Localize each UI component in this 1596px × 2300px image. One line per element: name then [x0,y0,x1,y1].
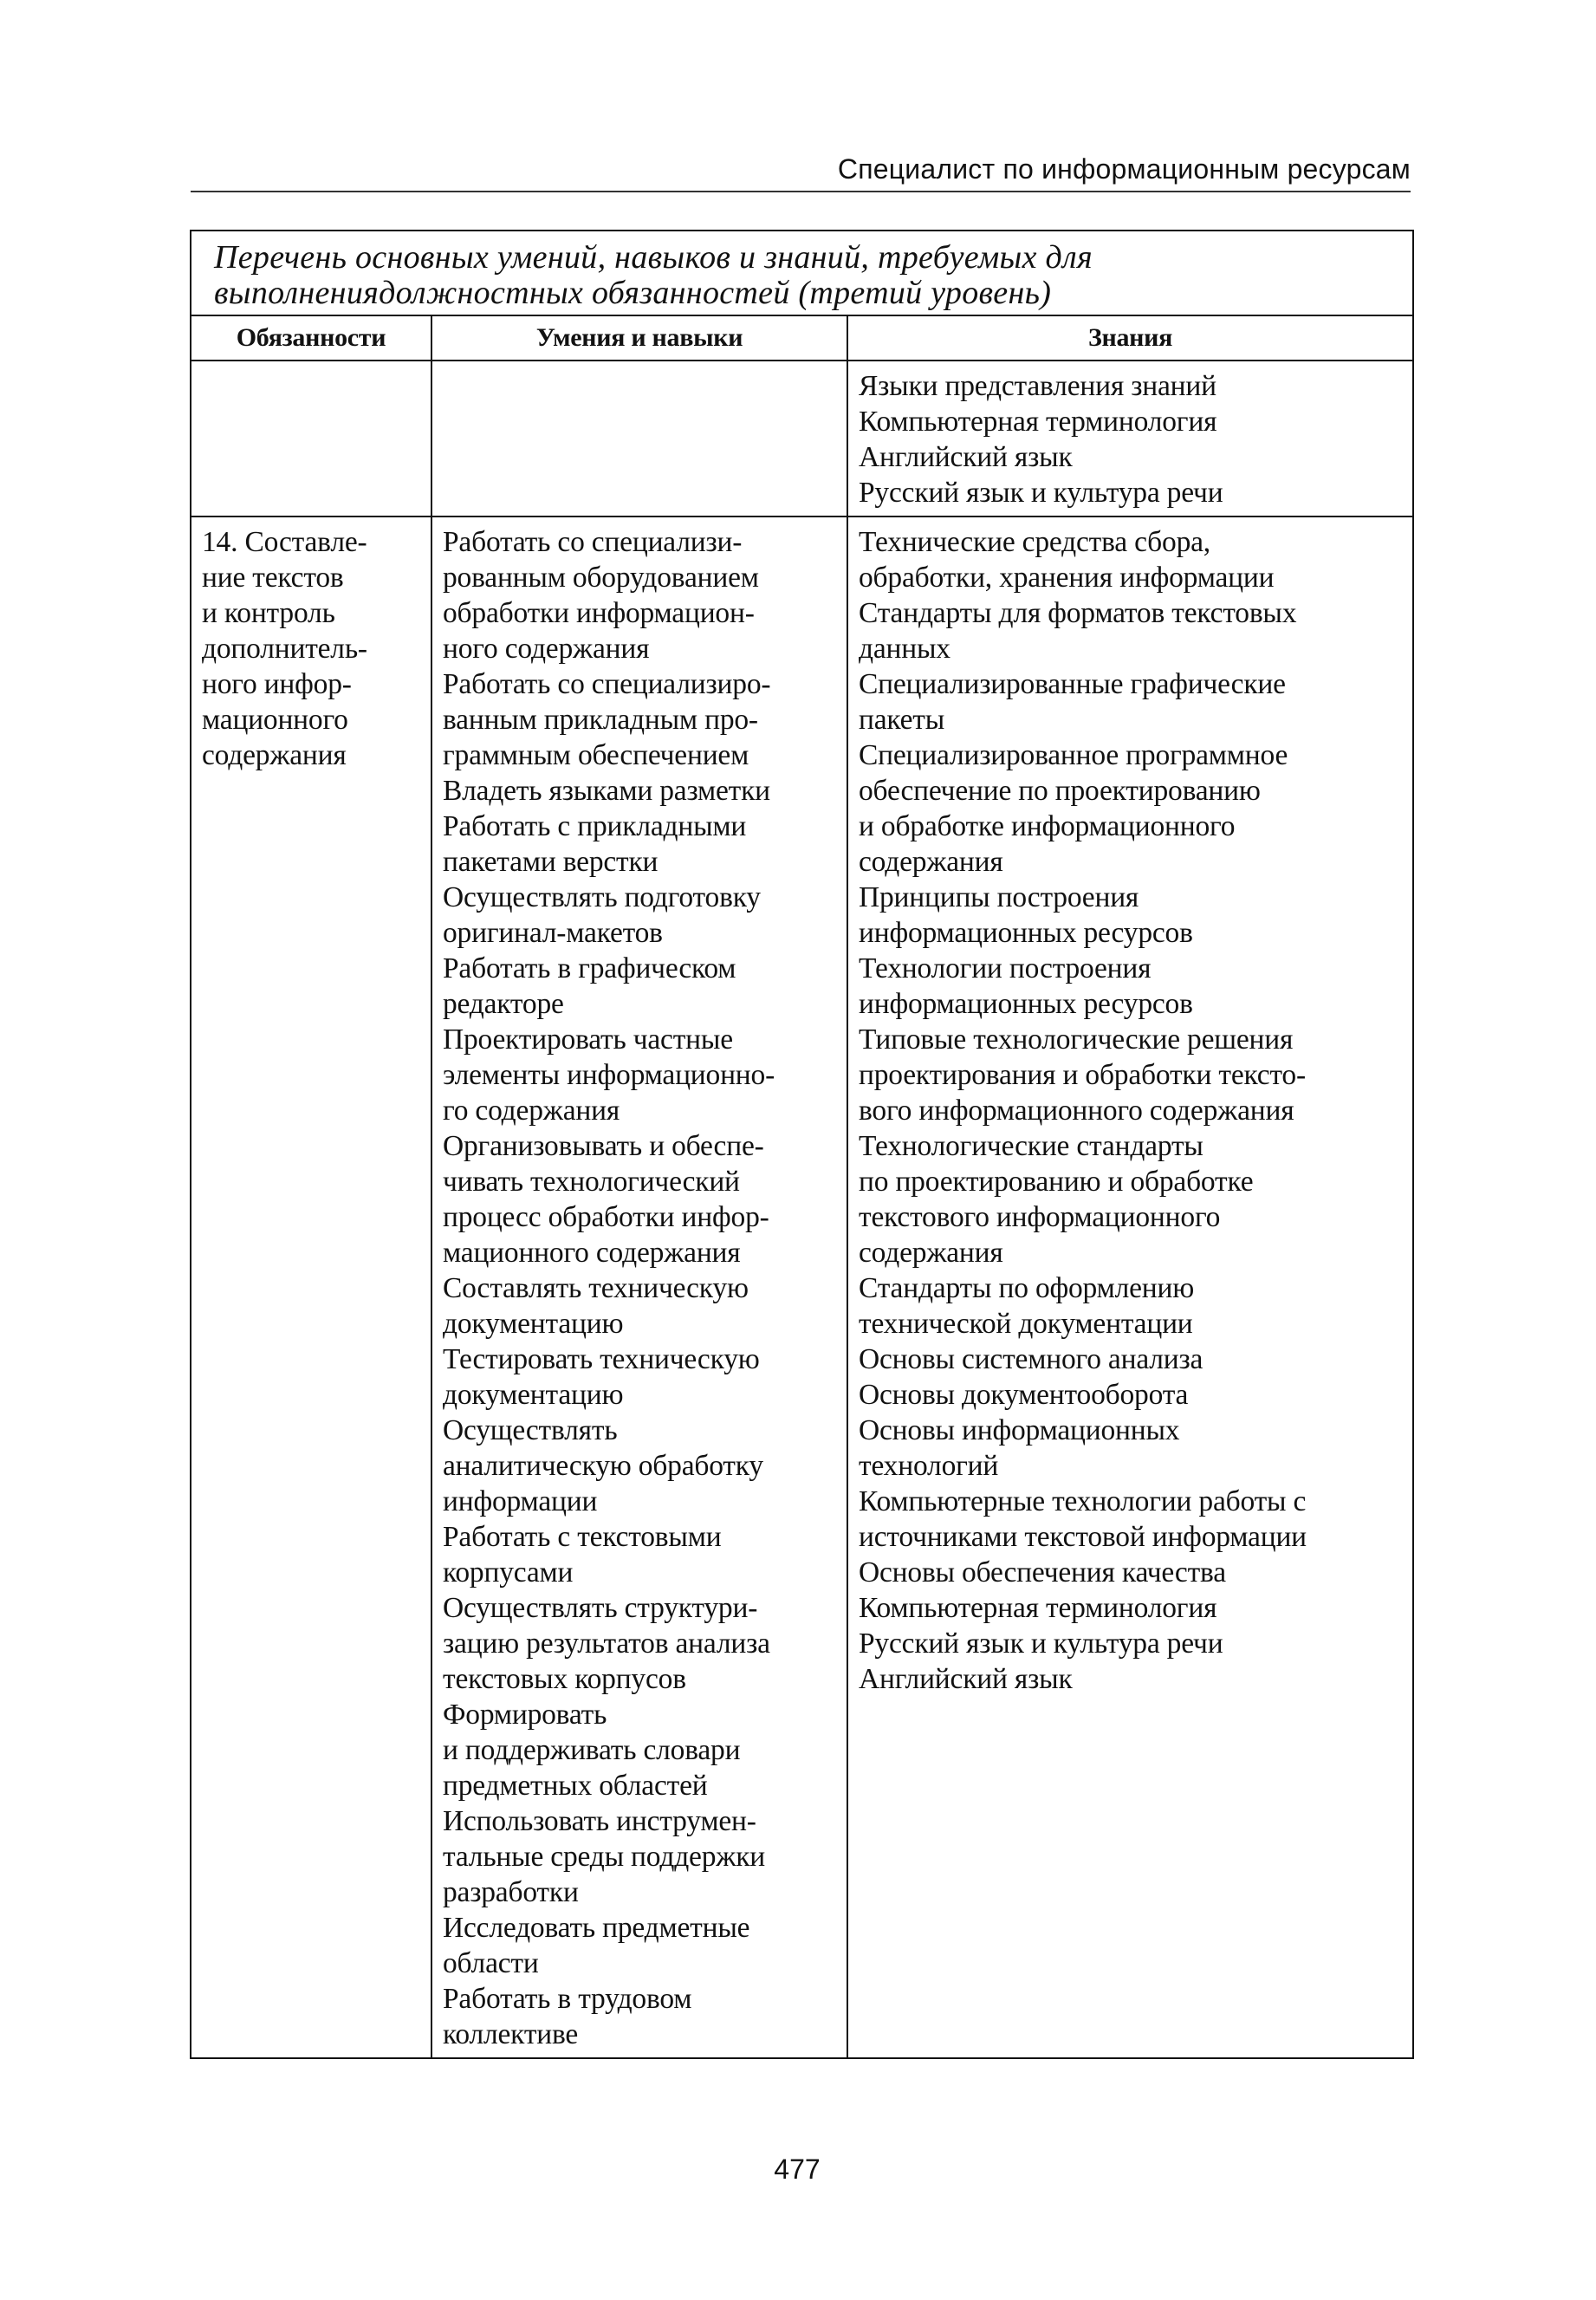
text-line: Составлять техническую [443,1272,749,1304]
text-line: процесс обработки инфор- [443,1201,769,1233]
text-line: Использовать инструмен- [443,1805,756,1837]
text-line: по проектированию и обработке [859,1166,1254,1198]
text-line: Технические средства сбора, [859,526,1210,558]
text-line: Организовывать и обеспе- [443,1130,764,1162]
text-line: документацию [443,1308,624,1340]
text-line: редакторе [443,988,564,1020]
text-line: должностных обязанностей (третий уровень) [379,275,1052,311]
text-line: Проектировать частные [443,1023,733,1056]
text-line: Специализированные графические [859,668,1286,700]
text-line: Компьютерная терминология [859,406,1217,438]
text-line: Работать с прикладными [443,810,747,842]
text-line: Осуществлять подготовку [443,881,761,913]
text-line: вого информационного содержания [859,1095,1294,1127]
knowledge-cell [847,517,1413,2058]
skills-cell [431,361,847,517]
column-header-knowledge: Знания [847,315,1413,361]
text-line: корпусами [443,1556,574,1589]
text-line: обработки информацион- [443,597,755,629]
text-line: чивать технологический [443,1166,740,1198]
text-line: дополнитель- [202,633,367,665]
text-line: области [443,1947,539,1979]
text-line: Работать с текстовыми [443,1521,722,1553]
text-line: содержания [859,1237,1003,1269]
text-line: 14. Составле- [202,526,367,558]
text-line: Принципы построения [859,881,1139,913]
text-line: тальные среды поддержки [443,1841,766,1873]
text-line: ного содержания [443,633,650,665]
text-line: Тестировать техническую [443,1343,760,1375]
text-line: Осуществлять [443,1414,618,1446]
table-header-row [191,315,1413,361]
text-line: Английский язык [859,1663,1073,1695]
text-line: технологий [859,1450,999,1482]
text-line: информационных ресурсов [859,988,1193,1020]
text-line: элементы информационно- [443,1059,775,1091]
text-line: мационного [202,704,348,736]
text-line: Работать в графическом [443,952,736,984]
text-line: Основы системного анализа [859,1343,1203,1375]
text-line: рованным оборудованием [443,562,759,594]
text-line: Перечень основных умений, навыков и знаний, требуемых для выполнения [214,239,1093,311]
text-line: мационного содержания [443,1237,741,1269]
text-line: Английский язык [859,441,1073,473]
text-line: Владеть языками разметки [443,775,770,807]
text-line: Стандарты для форматов текстовых [859,597,1297,629]
competency-table [190,230,1414,2059]
text-line: пакетами верстки [443,846,659,878]
page-number: 477 [774,2154,821,2185]
text-line: го содержания [443,1095,620,1127]
text-line: аналитическую обработку [443,1450,763,1482]
text-line: Типовые технологические решения [859,1023,1294,1056]
text-line: оригинал-макетов [443,917,663,949]
text-line: проектирования и обработки тексто- [859,1059,1306,1091]
text-line: информационных ресурсов [859,917,1193,949]
text-line: обработки, хранения информации [859,562,1275,594]
knowledge-cell [847,361,1413,517]
duties-cell [191,361,431,517]
skills-cell [431,517,847,2058]
text-line: пакеты [859,704,945,736]
text-line: Компьютерные технологии работы с [859,1485,1307,1517]
text-line: предметных областей [443,1770,708,1802]
text-line: содержания [202,739,347,771]
text-line: Исследовать предметные [443,1912,750,1944]
text-line: источниками текстовой информации [859,1521,1307,1553]
text-line: Технологические стандарты [859,1130,1203,1162]
text-line: и контроль [202,597,335,629]
table-caption [191,231,1413,315]
text-line: ние текстов [202,562,344,594]
text-line: разработки [443,1876,579,1908]
table-caption-row [191,231,1413,315]
text-line: текстовых корпусов [443,1663,686,1695]
text-line: документацию [443,1379,624,1411]
text-line: Основы документооборота [859,1379,1189,1411]
table-row [191,517,1413,2058]
caption-lines [214,240,1398,311]
text-line: Русский язык и культура речи [859,1628,1223,1660]
text-line: ванным прикладным про- [443,704,758,736]
text-line: Осуществлять структури- [443,1592,758,1624]
header-rule [191,191,1411,192]
text-line: зацию результатов анализа [443,1628,770,1660]
text-line: информации [443,1485,598,1517]
column-header-duties: Обязанности [191,315,431,361]
text-line: текстового информационного [859,1201,1221,1233]
column-header-skills: Умения и навыки [431,315,847,361]
text-line: обеспечение по проектированию [859,775,1261,807]
text-line: Формировать [443,1699,607,1731]
text-line: ного инфор- [202,668,352,700]
text-line: Стандарты по оформлению [859,1272,1195,1304]
text-line: содержания [859,846,1003,878]
text-line: и поддерживать словари [443,1734,741,1766]
text-line: Компьютерная терминология [859,1592,1217,1624]
text-line: Основы информационных [859,1414,1180,1446]
text-line: Работать со специализи- [443,526,743,558]
text-line: и обработке информационного [859,810,1236,842]
table-row [191,361,1413,517]
text-line: Русский язык и культура речи [859,477,1223,509]
duties-cell [191,517,431,2058]
text-line: коллективе [443,2018,579,2050]
text-line: граммным обеспечением [443,739,749,771]
running-head: Специалист по информационным ресурсам [837,153,1411,185]
text-line: Основы обеспечения качества [859,1556,1226,1589]
text-line: Специализированное программное [859,739,1288,771]
text-line: Технологии построения [859,952,1152,984]
text-line: данных [859,633,950,665]
text-line: Языки представления знаний [859,370,1216,402]
text-line: Работать со специализиро- [443,668,771,700]
text-line: технической документации [859,1308,1193,1340]
text-line: Работать в трудовом [443,1983,692,2015]
